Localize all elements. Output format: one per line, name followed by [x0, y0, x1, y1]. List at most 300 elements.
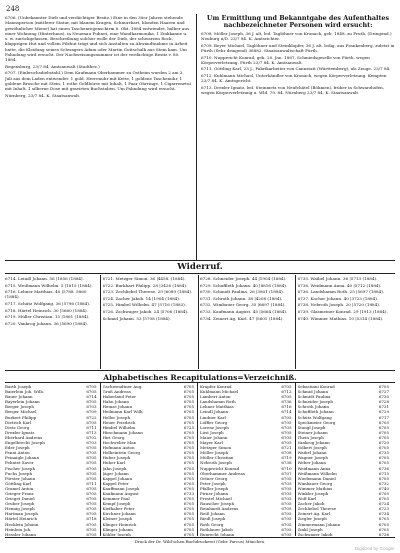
index-number: 6705: [281, 516, 292, 522]
index-name: Hessler Johann: [5, 531, 36, 536]
index-number: 6705: [183, 480, 194, 486]
index-number: 6717: [378, 414, 389, 420]
index-name: Kauffmann Joseph: [102, 485, 140, 491]
index-number: 6705: [281, 434, 292, 440]
index-number: 6724: [378, 501, 389, 507]
index-number: 6719: [281, 455, 292, 461]
index-number: 6705: [183, 389, 194, 395]
index-name: Hirt Georg: [102, 434, 125, 440]
index-number: 6705: [183, 455, 194, 461]
revocation-entry: 6732. Wimbauer Georg. 35 |6697 (1884).: [200, 302, 286, 308]
index-number: 6730: [378, 394, 389, 400]
index-number: 6705: [86, 521, 97, 527]
column-divider: [100, 383, 101, 536]
index-number: 6705: [281, 506, 292, 512]
index-name: Jäger Johann: [102, 470, 129, 476]
index-entry: [298, 532, 390, 536]
index-number: 6736: [378, 465, 389, 471]
index-number: 6705: [281, 394, 292, 400]
index-number: 6705: [281, 490, 292, 496]
index-name: Drexler Ignatz: [5, 429, 35, 435]
index-number: 6736: [281, 399, 292, 405]
index-name: Burkert Philipp: [5, 414, 37, 420]
revocation-entry: 6735. Waibel Johann. 36 |5713 (1884).: [297, 276, 378, 281]
index-number: 6705: [86, 465, 97, 471]
index-name: Ziegler Joseph: [297, 516, 327, 522]
index-number: 6705: [183, 526, 194, 532]
index-name: Kempf Joseph: [102, 501, 131, 507]
index-name: Lorenz Joseph: [200, 424, 229, 430]
index-number: 6711: [86, 480, 97, 486]
revocation-column: [103, 276, 196, 368]
index-number: 6705: [378, 460, 389, 466]
index-name: Lindner Karl: [200, 414, 226, 420]
index-number: 6705: [183, 399, 194, 405]
index-name: Klinger Heinrich: [102, 521, 137, 527]
index-column: [298, 384, 390, 536]
index-name: Wolf Karl: [297, 496, 317, 502]
index-name: Schmidt Paulina: [297, 394, 331, 400]
index-name: Gschwendtner Aug.: [102, 384, 143, 389]
index-number: 6712: [281, 389, 292, 395]
index-name: Holbeintein Georg: [102, 450, 141, 456]
index-number: 6713: [86, 429, 97, 435]
index-number: 6705: [378, 445, 389, 451]
revocation-entry: 6722. Burkhart Philipp. 28 |3426 (1884).: [102, 282, 188, 288]
revocation-entry: 6717. Schütz Wolfgang. 36 |5796 (1884).: [5, 300, 91, 306]
index-number: 6705: [183, 496, 194, 502]
index-number: 6705: [86, 419, 97, 425]
index-name: Leindl Johann: [200, 409, 229, 415]
index-name: Mayer Karl: [200, 440, 223, 446]
index-name: Förster Johann: [5, 475, 36, 481]
index-name: Ruprecht Johann: [200, 531, 235, 536]
index-number: 6728: [378, 399, 389, 405]
revocation-entry: 6728. Schneider Joseph. 44 |1904 (1884).: [200, 276, 287, 281]
index-name: Hecklein Johann: [5, 521, 39, 527]
index-name: Jahn Joseph: [102, 465, 127, 471]
index-name: Ortner Georg: [200, 475, 228, 481]
index-number: 6705: [281, 496, 292, 502]
index-name: Zeinert Ag. Karl: [297, 511, 331, 517]
index-name: Oberhammer Andreas: [200, 470, 245, 476]
column-divider: [198, 275, 199, 369]
index-name: Waibel Johann: [297, 450, 327, 456]
index-number: 6705: [86, 501, 97, 507]
index-number: 6705: [86, 526, 97, 532]
revocation-column: [200, 276, 293, 368]
index-number: 6705: [378, 419, 389, 425]
index-number: 6705: [183, 531, 194, 536]
section-rule: [5, 260, 395, 261]
index-number: 6705: [183, 511, 194, 517]
index-number: 6710: [281, 465, 292, 471]
index-number: 6705: [378, 455, 389, 461]
index-name: Reiß Johann: [200, 511, 225, 517]
index-name: Roth Georg: [200, 521, 224, 527]
index-number: 6705: [378, 429, 389, 435]
index-name: Zschwager Jakob: [297, 531, 333, 536]
index-number: 6738: [281, 460, 292, 466]
revocation-entry: 6723. Zechliebel Therese. 29 |6089 (1884).: [102, 289, 193, 295]
index-name: Landshamm Roth: [200, 399, 236, 405]
index-number: 6705: [86, 490, 97, 496]
index-name: Schuffleth Johann: [297, 409, 334, 415]
revocation-column: [5, 276, 98, 368]
index-name: Zinkl Joseph: [297, 526, 323, 532]
revocation-entry: 6733. Kaufmann August. 45 |5664 (1884).: [200, 308, 288, 314]
index-number: 6705: [86, 455, 97, 461]
index-number: 6703: [86, 404, 97, 410]
index-name: Reinhardt Andreas: [200, 506, 239, 512]
index-name: Himbel Wilhelm: [102, 424, 136, 430]
index-name: Grieget Daniel: [5, 496, 35, 502]
index-name: Wagner Joseph: [297, 455, 328, 461]
index-name: Thein Joseph: [297, 434, 324, 440]
index-number: 6705: [281, 429, 292, 435]
index-number: 6705: [281, 419, 292, 425]
index-number: 6705: [183, 475, 194, 481]
notice-paragraph: Regensburg, 23/7 84. Amtsanwalt (Stadtbez.): [5, 63, 100, 69]
index-entry: [5, 532, 97, 536]
index-number: 6705: [86, 389, 97, 395]
index-name: Winkler Joseph: [297, 490, 329, 496]
column-divider: [295, 383, 296, 536]
index-entry: [200, 532, 292, 536]
index-title: Alphabetisches Recapitulations=Verzeichniß.: [103, 373, 297, 382]
index-number: 6705: [86, 384, 97, 389]
index-name: Barth Joseph: [5, 384, 32, 389]
index-number: 6705: [378, 434, 389, 440]
revocation-entry: 6729. Schuffleth Johann. 40 |8816 (1884).: [200, 282, 288, 288]
index-name: Volkert Joseph: [297, 445, 327, 451]
index-number: 6732: [378, 480, 389, 486]
index-number: 6705: [281, 521, 292, 527]
index-number: 6722: [86, 414, 97, 420]
index-number: 6721: [281, 445, 292, 451]
index-name: Gramel Anton: [5, 485, 34, 491]
index-name: Heilmann Karl Wilh.: [102, 409, 144, 415]
index-number: 6705: [183, 450, 194, 456]
index-number: 6729: [378, 409, 389, 415]
index-name: Pirner Johann: [200, 490, 229, 496]
index-number: 6705: [183, 516, 194, 522]
right-notices-list: [201, 31, 395, 95]
index-name: Dietrich Karl: [5, 419, 32, 425]
index-name: Schneider Joseph: [297, 399, 333, 405]
index-name: Weber Johann: [297, 460, 326, 466]
wanted-persons-header: Um Ermittlung und Bekanntgabe des Aufenthaltes nachbezeichneter Personen wird ersucht:: [206, 15, 390, 29]
revocation-entry: 6739. Glasmeiner Konrad. 29 |1913 (1884).: [297, 308, 388, 314]
index-name: Fehntet Xaver: [5, 460, 34, 466]
index-name: Möller Joseph: [200, 450, 229, 456]
index-number: 6705: [183, 440, 194, 446]
index-number: 6705: [183, 434, 194, 440]
index-number: 6705: [378, 526, 389, 532]
index-name: Hartman Joseph: [5, 511, 38, 517]
index-number: 6705: [86, 445, 97, 451]
revocation-title: Widerruf.: [177, 262, 223, 272]
index-number: 6705: [378, 490, 389, 496]
index-number: 6705: [86, 511, 97, 517]
index-number: 6705: [281, 384, 292, 389]
index-number: 6726: [378, 531, 389, 536]
index-name: Prestel Michael: [200, 496, 232, 502]
revocation-entry: 6716. Lehner Matthias. 40 |5788. 5860 (1884).: [5, 289, 87, 300]
index-name: Baierlein Joh. Wilh.: [5, 389, 45, 395]
index-number: 6707: [281, 470, 292, 476]
revocation-entry: 6721. Metzger Simon. 36 |4458. (1884).: [102, 276, 186, 281]
index-name: Gruber Joseph: [5, 501, 35, 507]
index-number: 6740: [378, 485, 389, 491]
index-number: 6705: [281, 440, 292, 446]
index-name: Sebastiani Konrad: [297, 384, 335, 389]
index-number: 6733: [183, 490, 194, 496]
index-number: 6705: [86, 485, 97, 491]
index-name: Kemmer Paul: [102, 496, 130, 502]
index-name: Eder Joseph: [5, 445, 30, 451]
index-number: 6714: [281, 409, 292, 415]
revocation-entry: 6731. Schroth Johann. 38 |4208 (1884).: [200, 295, 283, 301]
index-name: Klinger Johann: [102, 526, 133, 532]
index-number: 6705: [183, 404, 194, 410]
index-number: 6705: [378, 521, 389, 527]
index-number: 6727: [378, 389, 389, 395]
index-name: Kiefhaber Peter: [102, 506, 135, 512]
index-name: Peter Joseph: [200, 480, 226, 486]
index-name: Engelbrecht Joseph: [5, 440, 45, 446]
index-number: 6705: [183, 409, 194, 415]
index-number: 6705: [86, 531, 97, 536]
index-number: 6705: [86, 470, 97, 476]
index-name: Berger Michael: [5, 409, 37, 415]
index-name: Kappel Johann: [102, 475, 133, 481]
notice-paragraph: Nürnberg, 23/7 84. K. Staatsanwalt.: [5, 92, 81, 98]
section-rule: [5, 273, 395, 274]
index-name: Metzger Simon: [200, 445, 232, 451]
notice-paragraph: 6709. Beyer Michael, Taglöhner und Steinklopfer, 36 J. alt, ledig, aus Frankenberg, zuletzt in Fürth (Sehr dringend) 36882. Staatsanwaltschaft Fürth.: [201, 42, 395, 54]
index-number: 6723: [378, 506, 389, 512]
index-name: Feinaigle Johann: [5, 455, 40, 461]
left-notices-column: [5, 15, 191, 260]
notice-paragraph: 6711. Göttling Karl, 23 J., Fabrikarbeiter von Cannstatt (Württemberg), als Zeuge. 23/7 84.: [201, 66, 391, 72]
index-name: Hahn Johann: [102, 399, 129, 405]
index-number: 6705: [281, 480, 292, 486]
index-name: Müller Christian: [200, 455, 234, 461]
section-rule: [5, 370, 395, 371]
index-number: 6720: [378, 440, 389, 446]
page-number: 248: [6, 5, 20, 13]
index-number: 6705: [183, 485, 194, 491]
index-name: Köhler Joseph: [102, 531, 131, 536]
section-rule: [5, 382, 395, 383]
index-number: 6705: [183, 414, 194, 420]
index-name: Krapfer Konrad: [200, 384, 232, 389]
index-name: Stangl Joseph: [297, 424, 326, 430]
index-name: Rauscher Joseph: [200, 501, 235, 507]
index-number: 6705: [281, 531, 292, 536]
index-column: [103, 384, 195, 536]
index-name: Wimmer Mathias: [297, 485, 333, 491]
index-name: Eberhard Andreas: [5, 434, 43, 440]
index-number: 6705: [281, 511, 292, 517]
index-number: 6705: [86, 460, 97, 466]
index-number: 6705: [183, 445, 194, 451]
index-number: 6711: [86, 424, 97, 430]
revocation-entry: 6719. Müller Christian. 15 |1861 (1884).: [5, 314, 90, 320]
index-name: Grieger Franz: [5, 490, 34, 496]
index-number: 6705: [183, 506, 194, 512]
revocation-entry: 6718. Härtel Heinrich. 30 |5660 (1884).: [5, 307, 88, 313]
revocation-entry: 6715. Weißmann Wilhelm. 5 |1815 (1884).: [5, 282, 93, 288]
index-name: Heinlein Joh.: [5, 526, 32, 532]
index-number: 6716: [281, 404, 292, 410]
index-name: Huber Karl: [102, 460, 126, 466]
index-number: 6705: [378, 384, 389, 389]
revocation-entry: 6714. Leindl Johann. 56 |1856 (1884).: [5, 276, 84, 281]
revocation-entry: 6737. Kocher Johann. 40 |3723 (1884).: [297, 295, 379, 301]
revocation-entry: 6726. Zschwager Jakob. 24 |5706 (1884).: [102, 308, 189, 314]
revocation-entry: 6724. Zacher Jakob. 14 |1904 (1884).: [102, 295, 181, 301]
index-number: 6715: [378, 470, 389, 476]
index-name: Zimmermann Johann: [297, 521, 341, 527]
index-name: Löffler Georg: [200, 419, 228, 425]
index-name: Göttling Karl: [5, 480, 32, 486]
index-name: Steiner Johann: [297, 429, 328, 435]
index-number: 6705: [183, 419, 194, 425]
index-name: Haberland Peter: [102, 394, 137, 400]
index-name: Schütz Wolfgang: [297, 414, 332, 420]
index-number: 6705: [86, 399, 97, 405]
google-watermark: Digitized by Google: [354, 546, 394, 551]
index-name: Kappel Peter: [102, 480, 129, 486]
index-number: 6705: [183, 465, 194, 471]
index-number: 6705: [281, 501, 292, 507]
index-name: Zechliebel Therese: [297, 506, 337, 512]
index-number: 6705: [183, 429, 194, 435]
index-number: 6734: [378, 511, 389, 517]
index-name: Wiedemann Daniel: [297, 475, 336, 481]
column-divider: [197, 383, 198, 536]
index-number: 6705: [281, 475, 292, 481]
index-number: 6705: [86, 506, 97, 512]
notice-paragraph: 6710. Nuppreicht Konrad, geb. 20. Jan. 1867, Schmiedsgeselle von Fürth, wegen Körperverletzung. Fürth 23/7 84. K. Amtsanwalt.: [201, 54, 370, 65]
index-name: Nebroth Joseph: [200, 460, 232, 466]
index-number: 6702: [86, 434, 97, 440]
index-name: Maier Johann: [200, 434, 228, 440]
index-number: 6718: [86, 516, 97, 522]
index-column: [200, 384, 292, 536]
index-name: Fuchs Joseph: [5, 470, 33, 476]
index-name: Zacher Jakob: [297, 501, 325, 507]
index-number: 6708: [281, 450, 292, 456]
revocation-entry: 6740. Wimmer Mathias. 10 |5314 (1884).: [297, 315, 384, 321]
index-name: Hofmann Anton: [102, 445, 135, 451]
index-number: 6705: [86, 475, 97, 481]
notice-paragraph: 6712. Kuhlmann Michael, Unterhändler von Kronach, wegen Körperverletzung. Kempten 23/7 84. K. Amtsgericht.: [201, 72, 387, 84]
index-name: Kirchner Johann: [102, 511, 136, 517]
revocation-entry: 6738. Nebroth Joseph. 20 |5720 (1884).: [297, 302, 381, 308]
index-name: Gruß Andreas: [102, 389, 131, 395]
right-notices-column: [201, 15, 395, 260]
index-number: 6705: [378, 475, 389, 481]
index-number: 6709: [86, 409, 97, 415]
notice-paragraph: 6707. (Einbruchsdiebstahl.) Dem Kaufmann Oberhammer zu Ostheim wurden 2 am 3. Juli aus dem Laden entwendet: 1 gold. Herrenuhr mit Kette, 1 goldene Taschenuhr, 1 goldene Brosche mit Stein, 1 rothe Geldbörse mit Inhalt, 1 Paar Ohrringe, 1 Cigarrenetui mit Inhalt, 1 silberne Dose mit gravirten Buchstaben. Um Fahndung wird ersucht.: [5, 70, 191, 92]
index-number: 6705: [281, 526, 292, 532]
index-number: 6705: [281, 414, 292, 420]
revocation-entry: Schmid Johann. 53 |5708 (1884).: [102, 315, 171, 321]
index-name: Heuer Friedrich: [102, 419, 136, 425]
index-number: 6705: [183, 394, 194, 400]
revocation-column: [298, 276, 391, 368]
index-entry: [103, 532, 195, 536]
index-name: Berger Joseph: [5, 404, 34, 410]
revocation-entry: 6734. Zeinert Ag. Karl. 47 |5601 (1884).: [200, 315, 284, 321]
index-name: Bayerlein Johann: [5, 399, 40, 405]
column-divider: [100, 275, 101, 369]
index-name: Hirschmann Johann: [102, 429, 143, 435]
revocation-entry: 6736. Weidmann Anna. 40 |5712 (1884).: [297, 282, 382, 288]
index-name: Fischer Joseph: [5, 465, 36, 471]
index-number: 6705: [183, 521, 194, 527]
index-name: Riedl Joseph: [200, 516, 226, 522]
index-name: Heller Joseph: [102, 414, 131, 420]
index-name: Kuhlmann Michael: [200, 389, 239, 395]
index-column: [5, 384, 97, 536]
index-number: 6703: [86, 440, 97, 446]
index-number: 6705: [378, 516, 389, 522]
index-name: Fenni Anton: [5, 450, 30, 456]
section-rule: [5, 537, 395, 538]
revocation-entry: 6720. Vankrog Johann. 36 |5690 (1884).: [5, 320, 89, 326]
index-number: 6705: [281, 485, 292, 491]
index-name: Wimbauer Georg: [297, 480, 333, 486]
index-name: Lüst Joseph: [200, 429, 224, 435]
index-name: Schmid Johann: [297, 389, 329, 395]
index-name: Nuppreicht Konrad: [200, 465, 240, 471]
index-number: 6735: [378, 450, 389, 456]
index-name: Huber Joseph: [102, 455, 131, 461]
index-name: Dietz Georg: [5, 424, 30, 430]
index-name: Lambert Anton: [200, 394, 231, 400]
printer-imprint: Druck der Dr. Wild'schen Buchdruckerei (Gebr. Parcus) München.: [134, 539, 266, 544]
index-name: Heinze Johann: [102, 404, 133, 410]
index-number: 6705: [86, 450, 97, 456]
index-number: 6731: [378, 404, 389, 410]
index-name: Vankrog Johann: [297, 440, 330, 446]
index-name: Hochweber Max: [102, 440, 136, 446]
index-name: Lehner Matthias: [200, 404, 234, 410]
notice-paragraph: 6713. Drexler Ignatz, led. Steinmetz von Neufchâtel (Böhmen), früher in Schwarzhofen, wegen Körperverletzung u. Wld. 79. 84. Nürnberg 23/7 84. K. Staatsanwalt.: [201, 84, 385, 95]
index-number: 6705: [378, 496, 389, 502]
index-number: 6714: [86, 394, 97, 400]
index-name: Härtel Heinrich: [5, 516, 38, 522]
index-number: 6705: [281, 424, 292, 430]
index-name: Schroth Johann: [297, 404, 329, 410]
revocation-entry: 6730. Schmidt Paulina. 26 |3801 (1884).: [200, 289, 284, 295]
index-name: Weidmann Anna: [297, 465, 331, 471]
index-name: Bauer Johann: [5, 394, 33, 400]
index-number: 6705: [183, 501, 194, 507]
column-divider: [295, 275, 296, 369]
index-number: 6705: [183, 460, 194, 466]
index-name: Kaufmann August: [102, 490, 139, 496]
notice-paragraph: 6706. (Unbekannter Dieb und verdächtiger Besitz.) Eine in den 30er Jahren stehende Mannsperson (mittlerer Statur, mit blauem Kragen, Schnurrbart, blonden Haaren und gewöhnlicher Miene) hat einen Taschenregenschirm 6. Okt. 1884 entwendet, halber aus einer Wohnung (Hinterhaus), in Neuenau Fuhnet, eine Wandharmonika, 1 Zinkkanne u. s. w. zurückgelassen. Beschreibung solcher wolle der Dieb, der schwarzen Rock, klapprigen Hut und vollem Filzhut trägt und sich Anstalten zu Abwandtnahme in Arbeit hatte, die Kleidung seines Schwagers Adam oder Martin Gottschalk aus Stein kam. Um Fahndung wird ersucht. Der Nachweisungsnummer ist der verdächtige Besitz v. 80. 1884.: [5, 15, 190, 63]
index-name: Kleiner Joseph: [102, 516, 133, 522]
index-number: 6705: [183, 384, 194, 389]
index-name: Weißmann Wilhelm: [297, 470, 337, 476]
index-number: 6705: [183, 470, 194, 476]
